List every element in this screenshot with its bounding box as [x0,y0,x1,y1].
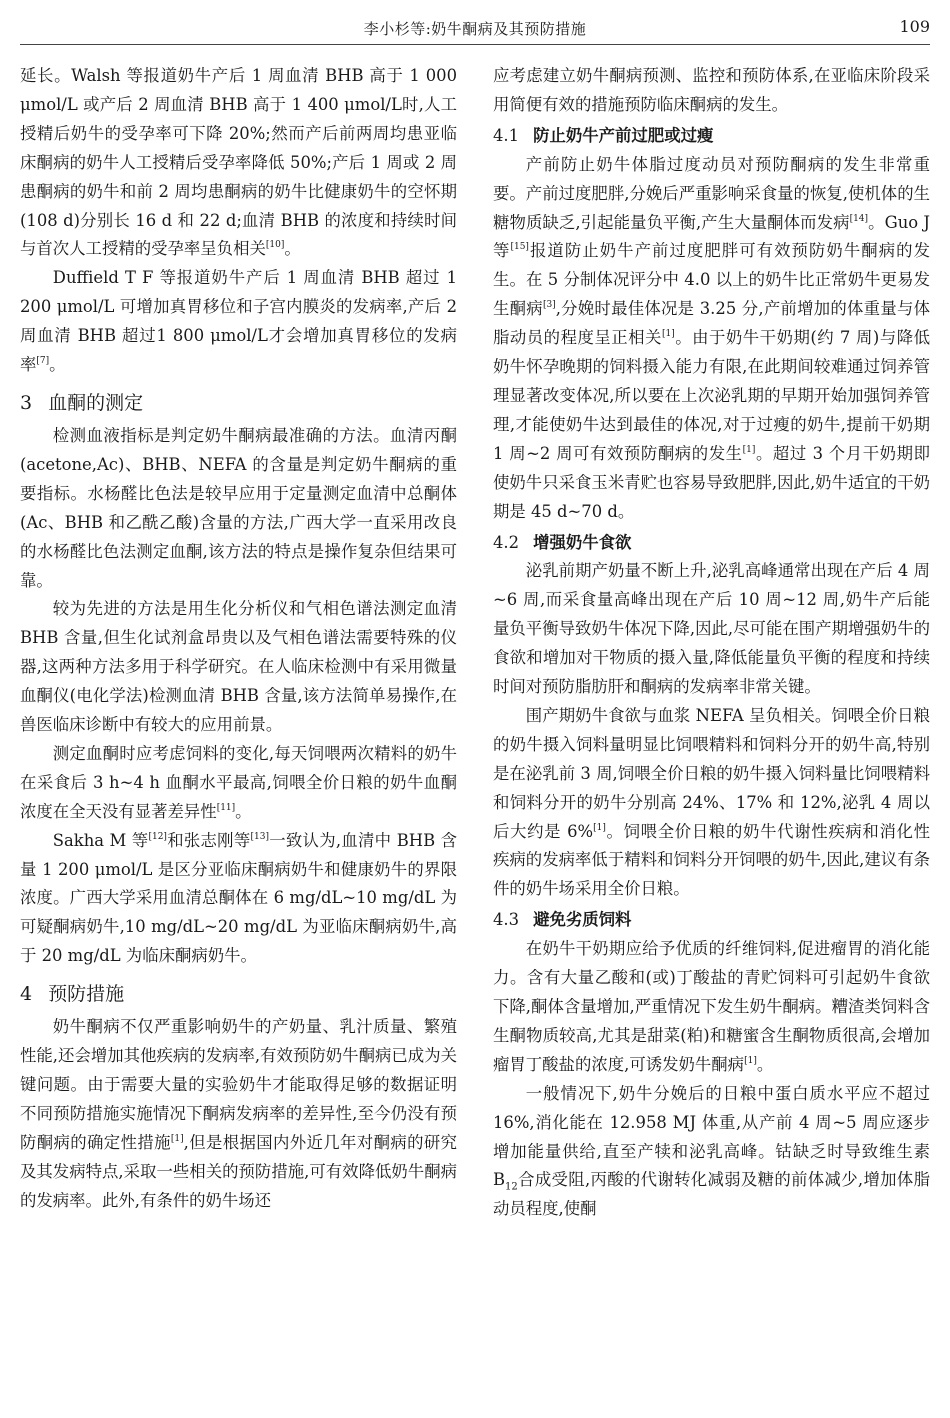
left-column [20,62,457,1216]
paragraph-threshold: Sakha M 等[12]和张志刚等[13]一致认为,血清中 BHB 含量 1 200 μmol/L 是区分亚临床酮病奶牛和健康奶牛的界限浓度。广西大学采用血清总酮体在 6 mg/dL~10 mg/dL 为可疑酮病奶牛,10 mg/dL~20 mg/dL 为亚临床酮病奶牛,高于 20 mg/dL 为临床酮病奶牛。 [20,830,458,966]
paragraph-fertility: 延长。Walsh 等报道奶牛产后 1 周血清 BHB 高于 1 000 μmol/L 或产后 2 周血清 BHB 高于 1 400 μmol/L时,人工授精后奶牛的受孕率可下降 20%;然而产后前两周均患亚临床酮病的奶牛人工授精后受孕率降低 50%;产后 1 周或 2 周患酮病的奶牛和前 2 周均患酮病的奶牛比健康奶牛的空怀期 (108 d)分别长 16 d 和 22 d;血清 BHB 的浓度和持续时间与首次人工授精的受孕率呈负相关[10]。 [20,66,457,259]
paragraph-monitoring: 应考虑建立奶牛酮病预测、监控和预防体系,在亚临床阶段采用简便有效的措施预防临床酮病的发生。 [493,66,930,114]
citation[interactable]: [1] [742,444,756,455]
citation[interactable]: [1] [170,1133,184,1144]
paragraph-feed-quality: 在奶牛干奶期应给予优质的纤维饲料,促进瘤胃的消化能力。含有大量乙酸和(或)丁酸盐的青贮饲料可引起奶牛食欲下降,酮体含量增加,严重情况下发生奶牛酮病。糟渣类饲料含生酮物质较高,尤其是甜菜(粕)和糖蜜含生酮物质很高,会增加瘤胃丁酸盐的浓度,可诱发奶牛酮病[1]。 [493,939,930,1074]
running-header [20,6,930,45]
page-number: 109 [899,17,930,36]
citation[interactable]: [15] [510,242,529,253]
subsection-heading-appetite: 4.2 增强奶牛食欲 [493,532,632,552]
subsection-heading-feed-quality: 4.3 避免劣质饲料 [493,910,632,930]
section-heading-blood-ketone: 3 血酮的测定 [20,391,144,414]
citation[interactable]: [1] [593,822,606,833]
citation[interactable]: [11] [216,802,236,813]
citation[interactable]: [7] [36,356,50,367]
citation[interactable]: [13] [250,831,269,842]
citation[interactable]: [12] [148,831,167,842]
running-title: 李小杉等:奶牛酮病及其预防措施 [363,20,587,38]
paragraph-duffield: Duffield T F 等报道奶牛产后 1 周血清 BHB 超过 1 200 μmol/L 可增加真胃移位和子宫内膜炎的发病率,产后 2 周血清 BHB 超过1 800 μmol/L才会增加真胃移位的发病率[7]。 [20,268,457,375]
right-column [493,62,930,1224]
section-heading-prevention: 4 预防措施 [20,983,125,1006]
paragraph-feed-timing: 测定血酮时应考虑饲料的变化,每天饲喂两次精料的奶牛在采食后 3 h~4 h 血酮水平最高,饲喂全价日粮的奶牛血酮浓度在全天没有显著差异性[11]。 [20,743,457,821]
paragraph-methods: 较为先进的方法是用生化分析仪和气相色谱法测定血清 BHB 含量,但生化试剂盒昂贵以及气相色谱法需要特殊的仪器,这两种方法多用于科学研究。在人临床检测中有采用微量血酮仪(电化学法)检测血清 BHB 含量,该方法简单易操作,在兽医临床诊断中有较大的应用前景。 [20,599,457,735]
paragraph-body-condition: 产前防止奶牛体脂过度动员对预防酮病的发生非常重要。产前过度肥胖,分娩后严重影响采食量的恢复,使机体的生糖物质缺乏,引起能量负平衡,产生大量酮体而发病[14]。Guo J 等[15]报道防止奶牛产前过度肥胖可有效预防奶牛酮病的发生。在 5 分制体况评分中 4.0 以上的奶牛比正常奶牛更易发生酮病[3],分娩时最佳体况是 3.25 分,产前增加的体重量与体脂动员的程度呈正相关[1]。由于奶牛干奶期(约 7 周)与降低奶牛怀孕晚期的饲料摄入能力有限,在此期间较难通过饲养管理显著改变体况,所以要在上次泌乳期的早期开始加强饲养管理,才能使奶牛达到最佳的体况,对于过瘦的奶牛,提前干奶期 1 周~2 周可有效预防酮病的发生[1]。超过 3 个月干奶期即使奶牛只采食玉米青贮也容易导致肥胖,因此,奶牛适宜的干奶期是 45 d~70 d。 [493,154,931,521]
subsection-heading-body-condition: 4.1 防止奶牛产前过肥或过瘦 [493,125,714,145]
paragraph-detection: 检测血液指标是判定奶牛酮病最准确的方法。血清丙酮(acetone,Ac)、BHB、NEFA 的含量是判定奶牛酮病的重要指标。水杨醛比色法是较早应用于定量测定血清中总酮体(Ac、BHB 和乙酰乙酸)含量的方法,广西大学一直采用改良的水杨醛比色法测定血酮,该方法的特点是操作复杂但结果可靠。 [20,425,457,590]
citation[interactable]: [1] [661,329,675,340]
citation[interactable]: [1] [744,1055,757,1066]
citation[interactable]: [10] [265,240,285,251]
paragraph-appetite: 泌乳前期产奶量不断上升,泌乳高峰通常出现在产后 4 周~6 周,而采食量高峰出现在产后 10 周~12 周,奶牛产后能量负平衡导致奶牛体况下降,因此,尽可能在围产期增强奶牛的食欲和增加对干物质的摄入量,降低能量负平衡的程度和持续时间对预防脂肪肝和酮病的发病率非常关键。 [493,561,930,697]
paragraph-protein-energy: 一般情况下,奶牛分娩后的日粮中蛋白质水平应不超过 16%,消化能在 12.958 MJ 体重,从产前 4 周~5 周应逐步增加能量供给,直至产犊和泌乳高峰。钴缺乏时导致维生素 $B_{12}$合成受阻,丙酸的代谢转化减弱及糖的前体减少,增加体脂动员程度,使酮 [493,1083,930,1219]
citation[interactable]: [3] [542,300,556,311]
citation[interactable]: [14] [849,213,869,224]
paragraph-prevention-intro: 奶牛酮病不仅严重影响奶牛的产奶量、乳汁质量、繁殖性能,还会增加其他疾病的发病率,有效预防奶牛酮病已成为关键问题。由于需要大量的实验奶牛才能取得足够的数据证明不同预防措施实施情况下酮病发病率的差异性,至今仍没有预防酮病的确定性措施[1],但是根据国内外近几年对酮病的研究及其发病特点,采取一些相关的预防措施,可有效降低奶牛酮病的发病率。此外,有条件的奶牛场还 [20,1017,457,1210]
paragraph-tmr: 围产期奶牛食欲与血浆 NEFA 呈负相关。饲喂全价日粮的奶牛摄入饲料量明显比饲喂精料和饲料分开的奶牛高,特别是在泌乳前 3 周,饲喂全价日粮的奶牛摄入饲料量比饲喂精料和饲料分开的奶牛分别高 24%、17% 和 12%,泌乳 4 周以后大约是 6%[1]。饲喂全价日粮的奶牛代谢性疾病和消化性疾病的发病率低于精料和饲料分开饲喂的奶牛,因此,建议有条件的奶牛场采用全价日粮。 [493,705,930,899]
